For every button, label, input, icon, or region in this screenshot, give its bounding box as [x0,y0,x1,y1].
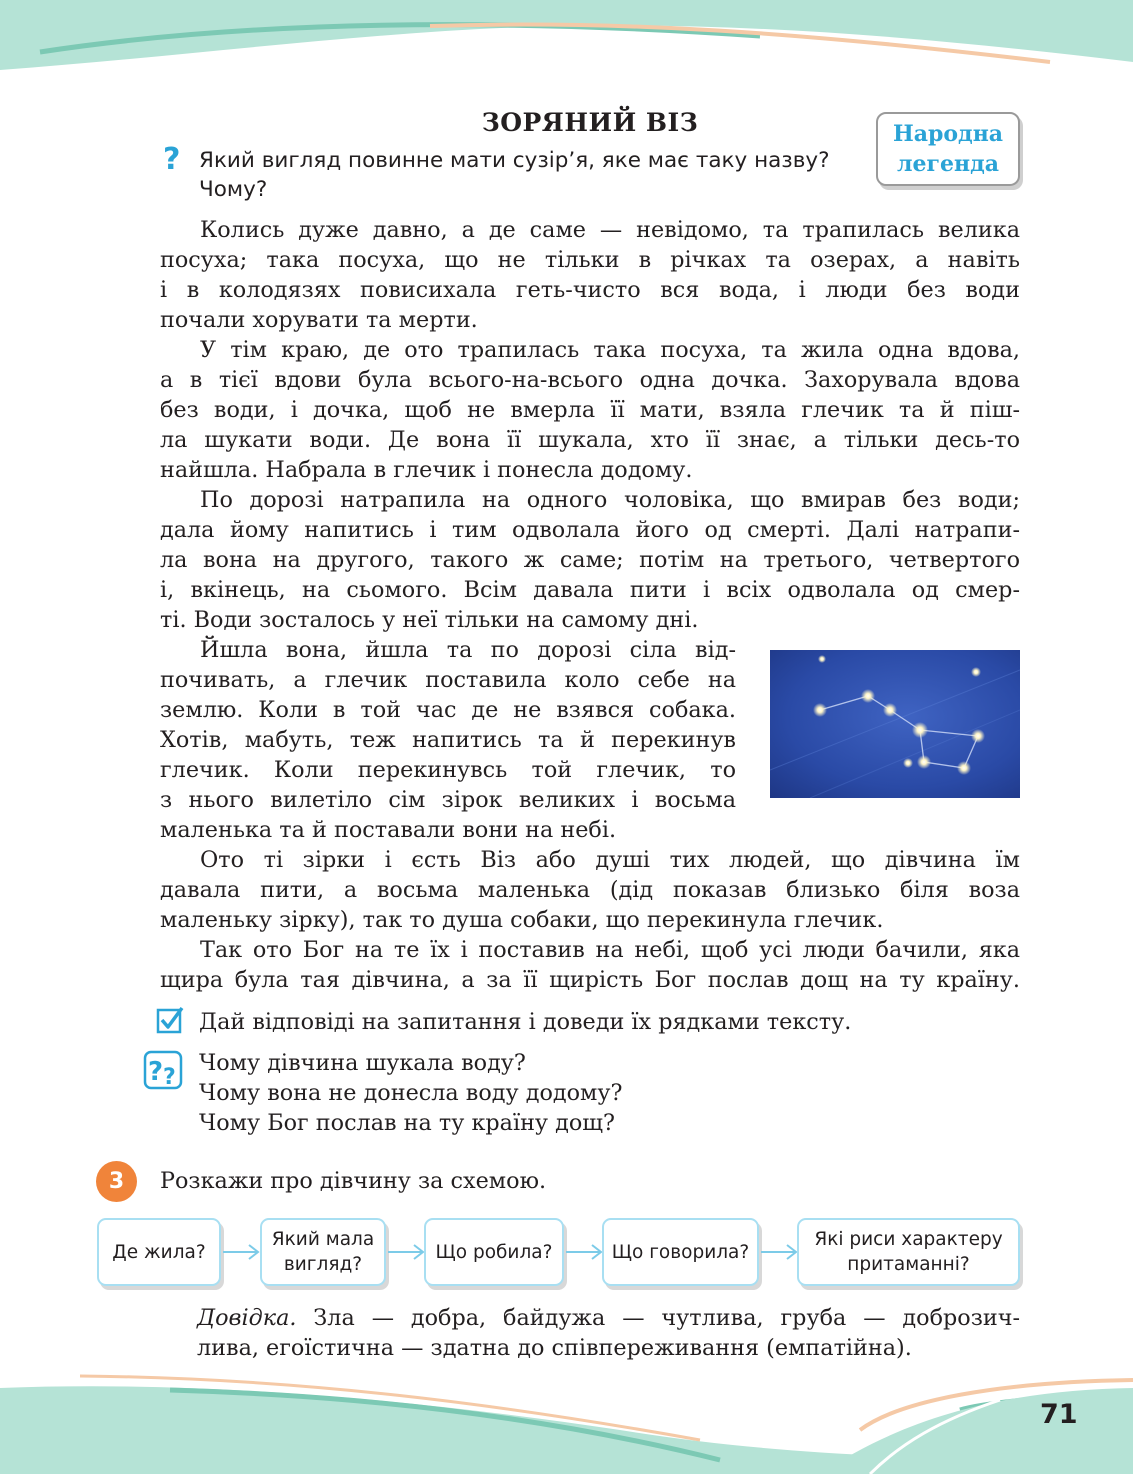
text-line: дала йому напитись і тим одволала його од смерті. Далі натрапи- [160,517,1020,543]
exercise-3-instruction: Розкажи про дівчину за схемою. [160,1168,547,1194]
text-line: У тім краю, де ото трапилась така посуха, та жила одна вдова, [200,337,1020,363]
question-line-2: Чому? [199,177,268,202]
paragraph-2 [160,335,1020,485]
text-line: Ото ті зірки і єсть Віз або душі тих людей, що дівчина їм [200,847,1020,873]
question-mark-icon: ? [163,142,181,177]
scheme-box-where-lived [97,1218,221,1286]
checkbox-icon [156,1006,184,1034]
question-list [199,1048,622,1138]
text-line: Йшла вона, йшла та по дорозі сіла від- [200,637,736,663]
text-line: Колись дуже давно, а де саме — невідомо, та трапилась велика [200,217,1020,243]
text-line: ла шукати води. Де вона її шукала, хто її знає, а тільки десь-то [160,427,1020,453]
svg-text:?: ? [148,1057,164,1087]
arrow-right-icon [566,1241,604,1263]
paragraph-5 [160,845,1020,935]
question-line-1: Який вигляд повинне мати сузір’я, яке має таку назву? [199,148,830,173]
genre-line-1: Народна [892,121,1004,147]
scheme-text: Де жила? [112,1241,206,1263]
page-number: 71 [1040,1399,1078,1430]
answer-task: Дай відповіді на запитання і доведи їх рядками тексту. [199,1009,852,1035]
text-line: а в тієї вдови була всього-на-всього одна дочка. Захорувала вдова [160,367,1020,393]
text-line: По дорозі натрапила на одного чоловіка, що вмирав без води; [200,487,1020,513]
text-line: давала пити, а восьма маленька (дід показав близько біля воза [160,877,1020,903]
hint-reference [197,1303,1020,1363]
text-line: ті. Води зосталось у неї тільки на самому дні. [160,607,699,633]
scheme-text: Який мала [271,1229,375,1250]
big-dipper-image [770,650,1020,798]
scheme-box-what-did [424,1218,564,1286]
exercise-number-badge: 3 [96,1161,137,1202]
text-line: і в колодязях повисихала геть-чисто вся вода, і люди без води [160,277,1020,303]
scheme-box-traits [797,1218,1020,1286]
arrow-right-icon [388,1241,426,1263]
scheme-box-what-said [602,1218,759,1286]
text-line: і, вкінець, на сьомого. Всім давала пити і всіх одволала од смер- [160,577,1020,603]
text-line: Хотів, мабуть, теж напитись та й перекинув [160,727,736,753]
text-line: глечик. Коли перекинувсь той глечик, то [160,757,736,783]
text-line: ла вона на другого, такого ж саме; потім на третього, четвертого [160,547,1020,573]
scheme-text: вигляд? [283,1254,363,1275]
text-line: почали хорувати та мерти. [160,307,478,333]
text-line: найшла. Набрала в глечик і понесла додому. [160,457,693,483]
paragraph-3 [160,485,1020,635]
text-line: посуха; така посуха, що не тільки в річках та озерах, а навіть [160,247,1020,273]
hint-text: лива, егоїстична — здатна до співпереживання (емпатійна). [197,1335,912,1361]
genre-line-2: легенда [896,151,999,177]
question-item: Чому дівчина шукала воду? [199,1050,526,1076]
paragraph-4 [160,635,736,845]
scheme-text: Які риси характеру [814,1229,1003,1250]
text-line: з нього вилетіло сім зірок великих і восьма [160,787,736,813]
question-item: Чому вона не донесла воду додому? [199,1080,623,1106]
hint-label: Довідка. [197,1305,297,1331]
text-line: Так ото Бог на те їх і поставив на небі, щоб усі люди бачили, яка [200,937,1020,963]
scheme-text: Що робила? [435,1241,553,1263]
double-question-icon [143,1050,183,1090]
pre-reading-question [199,146,859,204]
genre-label [876,112,1020,186]
hint-text: Зла — добра, байдужа — чутлива, груба — доброзич- [296,1305,1020,1331]
arrow-right-icon [761,1241,799,1263]
text-line: землю. Коли в той час де не взявся собака. [160,697,736,723]
text-line: щира була тая дівчина, а за її щирість Бог послав дощ на ту країну. [160,967,1020,993]
svg-text:?: ? [163,1065,176,1090]
question-item: Чому Бог послав на ту країну дощ? [199,1110,615,1136]
bottom-wave-shape [0,1360,1133,1474]
text-line: без води, і дочка, щоб не вмерла її мати, взяла глечик та й піш- [160,397,1020,423]
paragraph-1 [160,215,1020,335]
arrow-right-icon [223,1241,261,1263]
top-wave-decoration [0,0,1133,90]
scheme-text: Що говорила? [611,1241,750,1263]
scheme-text: притаманні? [847,1254,970,1275]
paragraph-6 [160,935,1020,995]
text-line: почивать, а глечик поставила коло себе на [160,667,736,693]
scheme-box-appearance [260,1218,386,1286]
text-line: маленьку зірку), так то душа собаки, що перекинула глечик. [160,907,884,933]
text-line: маленька та й поставали вони на небі. [160,817,617,843]
legend-title: ЗОРЯНИЙ ВІЗ [481,108,699,137]
